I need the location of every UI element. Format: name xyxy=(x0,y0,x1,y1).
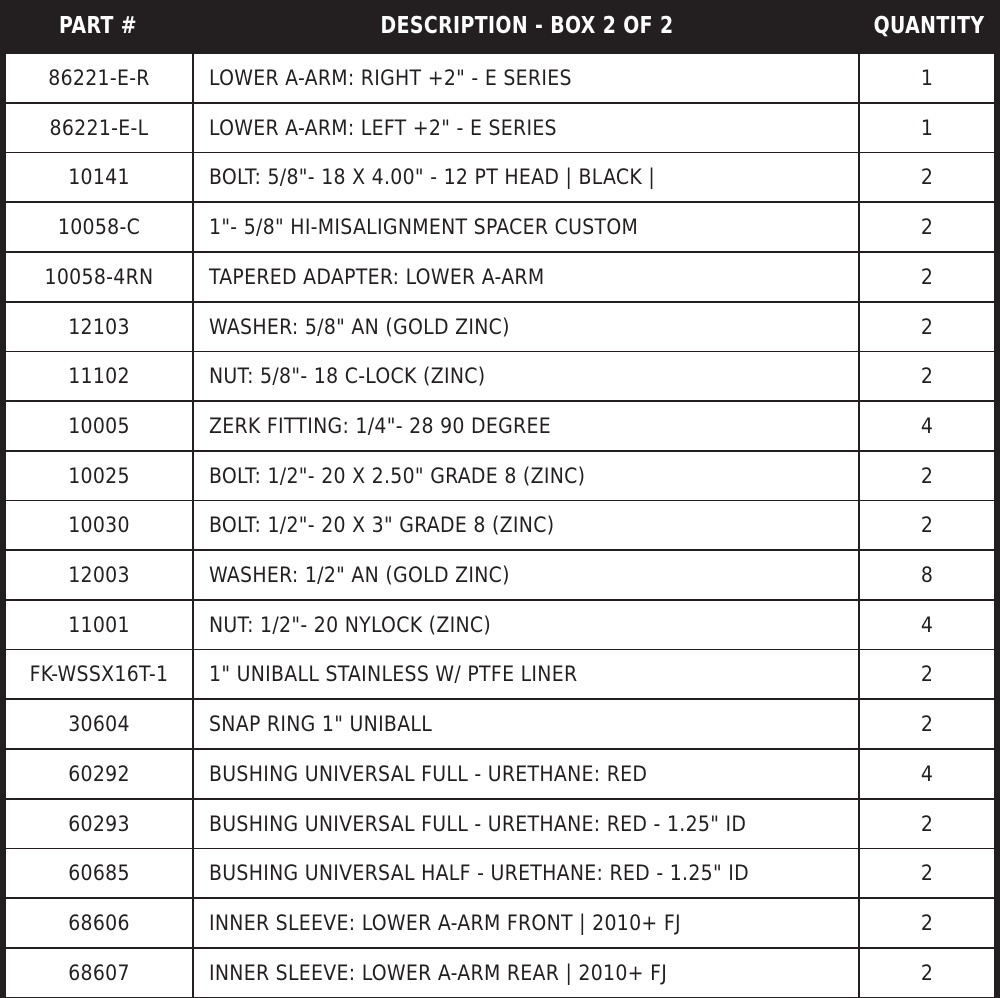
quantity-cell-text: 4 xyxy=(920,414,934,438)
description-cell xyxy=(194,452,858,500)
quantity-cell-text: 2 xyxy=(920,513,934,537)
part-number-cell-text: 60685 xyxy=(68,861,130,885)
header-description: DESCRIPTION - BOX 2 OF 2 xyxy=(380,13,674,39)
description-cell-text: BUSHING UNIVERSAL FULL - URETHANE: RED xyxy=(209,762,648,786)
part-number-cell xyxy=(6,253,192,301)
description-cell-text: TAPERED ADAPTER: LOWER A-ARM xyxy=(209,265,545,289)
description-cell xyxy=(194,700,858,748)
quantity-cell xyxy=(860,153,994,201)
description-cell-text: BOLT: 1/2"- 20 X 3" GRADE 8 (ZINC) xyxy=(209,513,555,537)
description-cell-text: LOWER A-ARM: RIGHT +2" - E SERIES xyxy=(209,66,572,90)
part-number-cell-text: 12003 xyxy=(68,563,130,587)
description-cell xyxy=(194,800,858,848)
description-cell-text: INNER SLEEVE: LOWER A-ARM FRONT | 2010+ FJ xyxy=(209,911,681,935)
quantity-cell-text: 1 xyxy=(920,66,934,90)
part-number-cell xyxy=(6,303,192,351)
description-cell xyxy=(194,849,858,897)
description-cell xyxy=(194,750,858,798)
part-number-cell xyxy=(6,601,192,649)
part-number-cell-text: 60293 xyxy=(68,812,130,836)
table-row xyxy=(6,949,994,997)
quantity-cell-text: 2 xyxy=(920,464,934,488)
table-row xyxy=(6,402,994,450)
quantity-cell xyxy=(860,352,994,400)
part-number-cell xyxy=(6,203,192,251)
part-number-cell-text: 68607 xyxy=(68,961,130,985)
quantity-cell xyxy=(860,700,994,748)
part-number-cell xyxy=(6,899,192,947)
table-row xyxy=(6,253,994,301)
description-cell xyxy=(194,402,858,450)
part-number-cell-text: 86221-E-L xyxy=(49,116,149,140)
table-row xyxy=(6,501,994,549)
part-number-cell-text: 10058-C xyxy=(57,215,141,239)
description-cell xyxy=(194,601,858,649)
quantity-cell xyxy=(860,501,994,549)
table-row xyxy=(6,153,994,201)
quantity-cell xyxy=(860,303,994,351)
description-cell-text: 1"- 5/8" HI-MISALIGNMENT SPACER CUSTOM xyxy=(209,215,639,239)
description-cell xyxy=(194,949,858,997)
part-number-cell xyxy=(6,551,192,599)
description-cell-text: BOLT: 5/8"- 18 X 4.00" - 12 PT HEAD | BLACK | xyxy=(209,165,656,189)
quantity-cell xyxy=(860,452,994,500)
quantity-cell xyxy=(860,601,994,649)
quantity-cell-text: 2 xyxy=(920,712,934,736)
description-cell-text: BUSHING UNIVERSAL FULL - URETHANE: RED - 1.25" ID xyxy=(209,812,747,836)
description-cell-text: 1" UNIBALL STAINLESS W/ PTFE LINER xyxy=(209,662,578,686)
table-row xyxy=(6,352,994,400)
part-number-cell xyxy=(6,153,192,201)
description-cell xyxy=(194,352,858,400)
part-number-cell xyxy=(6,402,192,450)
description-cell-text: INNER SLEEVE: LOWER A-ARM REAR | 2010+ FJ xyxy=(209,961,668,985)
part-number-cell xyxy=(6,501,192,549)
quantity-cell-text: 2 xyxy=(920,861,934,885)
quantity-cell xyxy=(860,849,994,897)
part-number-cell-text: 86221-E-R xyxy=(48,66,150,90)
quantity-cell-text: 2 xyxy=(920,165,934,189)
table-row xyxy=(6,54,994,102)
description-cell-text: BUSHING UNIVERSAL HALF - URETHANE: RED - 1.25" ID xyxy=(209,861,749,885)
description-cell xyxy=(194,650,858,698)
quantity-cell xyxy=(860,800,994,848)
part-number-cell-text: 10030 xyxy=(68,513,130,537)
quantity-cell-text: 2 xyxy=(920,662,934,686)
quantity-cell-text: 2 xyxy=(920,364,934,388)
description-cell-text: ZERK FITTING: 1/4"- 28 90 DEGREE xyxy=(209,414,551,438)
quantity-cell xyxy=(860,253,994,301)
part-number-cell xyxy=(6,54,192,102)
quantity-cell xyxy=(860,54,994,102)
table-row xyxy=(6,750,994,798)
parts-table xyxy=(6,52,994,995)
part-number-cell xyxy=(6,700,192,748)
description-cell xyxy=(194,253,858,301)
description-cell xyxy=(194,104,858,152)
table-row xyxy=(6,303,994,351)
description-cell xyxy=(194,899,858,947)
table-row xyxy=(6,800,994,848)
table-row xyxy=(6,849,994,897)
quantity-cell xyxy=(860,650,994,698)
table-header xyxy=(0,0,1000,52)
description-cell xyxy=(194,203,858,251)
part-number-cell xyxy=(6,800,192,848)
quantity-cell-text: 2 xyxy=(920,215,934,239)
description-cell-text: BOLT: 1/2"- 20 X 2.50" GRADE 8 (ZINC) xyxy=(209,464,586,488)
table-row xyxy=(6,700,994,748)
part-number-cell-text: 68606 xyxy=(68,911,130,935)
description-cell xyxy=(194,551,858,599)
part-number-cell-text: 11001 xyxy=(68,613,130,637)
header-quantity: QUANTITY xyxy=(873,13,985,39)
quantity-cell xyxy=(860,551,994,599)
table-row xyxy=(6,203,994,251)
part-number-cell-text: 12103 xyxy=(68,315,130,339)
quantity-cell xyxy=(860,104,994,152)
part-number-cell xyxy=(6,452,192,500)
quantity-cell xyxy=(860,949,994,997)
part-number-cell-text: 10005 xyxy=(68,414,130,438)
part-number-cell xyxy=(6,750,192,798)
description-cell-text: NUT: 5/8"- 18 C-LOCK (ZINC) xyxy=(209,364,486,388)
part-number-cell xyxy=(6,949,192,997)
part-number-cell xyxy=(6,104,192,152)
table-row xyxy=(6,551,994,599)
quantity-cell-text: 4 xyxy=(920,762,934,786)
table-row xyxy=(6,601,994,649)
quantity-cell xyxy=(860,402,994,450)
table-row xyxy=(6,899,994,947)
quantity-cell xyxy=(860,750,994,798)
part-number-cell-text: FK-WSSX16T-1 xyxy=(29,662,169,686)
quantity-cell xyxy=(860,899,994,947)
description-cell xyxy=(194,54,858,102)
quantity-cell-text: 2 xyxy=(920,911,934,935)
description-cell xyxy=(194,303,858,351)
quantity-cell-text: 2 xyxy=(920,265,934,289)
quantity-cell-text: 2 xyxy=(920,961,934,985)
part-number-cell-text: 60292 xyxy=(68,762,130,786)
quantity-cell-text: 2 xyxy=(920,315,934,339)
part-number-cell-text: 10025 xyxy=(68,464,130,488)
description-cell xyxy=(194,153,858,201)
description-cell-text: WASHER: 1/2" AN (GOLD ZINC) xyxy=(209,563,510,587)
quantity-cell-text: 4 xyxy=(920,613,934,637)
quantity-cell xyxy=(860,203,994,251)
part-number-cell-text: 30604 xyxy=(68,712,130,736)
table-row xyxy=(6,650,994,698)
header-part-number: PART # xyxy=(58,13,138,39)
description-cell-text: SNAP RING 1" UNIBALL xyxy=(209,712,433,736)
part-number-cell-text: 10058-4RN xyxy=(44,265,154,289)
description-cell-text: NUT: 1/2"- 20 NYLOCK (ZINC) xyxy=(209,613,492,637)
description-cell xyxy=(194,501,858,549)
part-number-cell xyxy=(6,352,192,400)
part-number-cell-text: 10141 xyxy=(68,165,130,189)
quantity-cell-text: 8 xyxy=(920,563,934,587)
part-number-cell-text: 11102 xyxy=(68,364,130,388)
part-number-cell xyxy=(6,849,192,897)
description-cell-text: WASHER: 5/8" AN (GOLD ZINC) xyxy=(209,315,510,339)
part-number-cell xyxy=(6,650,192,698)
table-row xyxy=(6,104,994,152)
table-row xyxy=(6,452,994,500)
quantity-cell-text: 1 xyxy=(920,116,934,140)
description-cell-text: LOWER A-ARM: LEFT +2" - E SERIES xyxy=(209,116,557,140)
quantity-cell-text: 2 xyxy=(920,812,934,836)
